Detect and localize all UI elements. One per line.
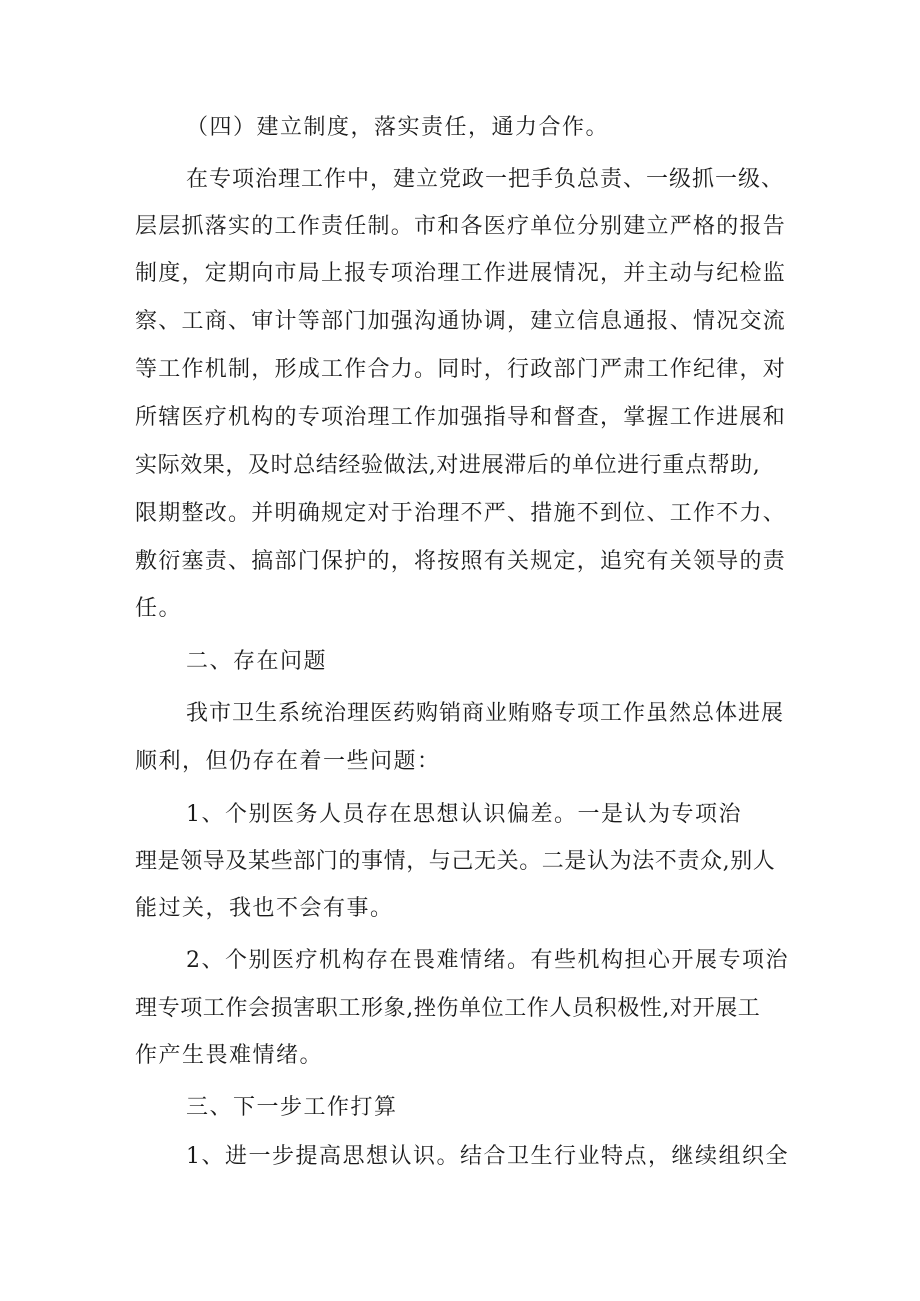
paragraph-line: 制度，定期向市局上报专项治理工作进展情况，并主动与纪检监 (135, 261, 787, 286)
paragraph-line: 限期整改。并明确规定对于治理不严、措施不到位、工作不力、 (135, 501, 787, 526)
paragraph-line: 层层抓落实的工作责任制。市和各医疗单位分别建立严格的报告 (135, 214, 787, 239)
paragraph-line: 察、工商、审计等部门加强沟通协调，建立信息通报、情况交流 (135, 309, 787, 334)
paragraph-line: 等工作机制，形成工作合力。同时，行政部门严肃工作纪律，对 (135, 357, 787, 382)
paragraph-line: 任。 (135, 596, 183, 621)
list-item-line: 2、个别医疗机构存在畏难情绪。有些机构担心开展专项治 (186, 948, 789, 973)
list-item-line: 1、个别医务人员存在思想认识偏差。一是认为专项治 (186, 802, 742, 827)
list-item-line: 1、进一步提高思想认识。结合卫生行业特点，继续组织全 (186, 1144, 789, 1169)
paragraph-line: 作产生畏难情绪。 (135, 1043, 324, 1068)
paragraph-line: 敷衍塞责、搞部门保护的，将按照有关规定，追究有关领导的责 (135, 549, 787, 574)
paragraph-line: 理专项工作会损害职工形象,挫伤单位工作人员积极性,对开展工 (135, 996, 761, 1021)
paragraph-line: 所辖医疗机构的专项治理工作加强指导和督查，掌握工作进展和 (135, 405, 787, 430)
paragraph-line: 实际效果，及时总结经验做法,对进展滞后的单位进行重点帮助, (135, 453, 761, 478)
paragraph-line: 理是领导及某些部门的事情，与己无关。二是认为法不责众,别人 (135, 849, 776, 874)
section-heading-three: 三、下一步工作打算 (186, 1095, 398, 1120)
section-heading-two: 二、存在问题 (186, 649, 328, 674)
paragraph-line: 能过关，我也不会有事。 (135, 896, 394, 921)
paragraph-line: 我市卫生系统治理医药购销商业贿赂专项工作虽然总体进展 (186, 701, 785, 726)
section-heading-four: （四）建立制度，落实责任，通力合作。 (186, 115, 610, 140)
paragraph-line: 在专项治理工作中，建立党政一把手负总责、一级抓一级、 (186, 167, 785, 192)
paragraph-line: 顺利，但仍存在着一些问题： (135, 749, 441, 774)
